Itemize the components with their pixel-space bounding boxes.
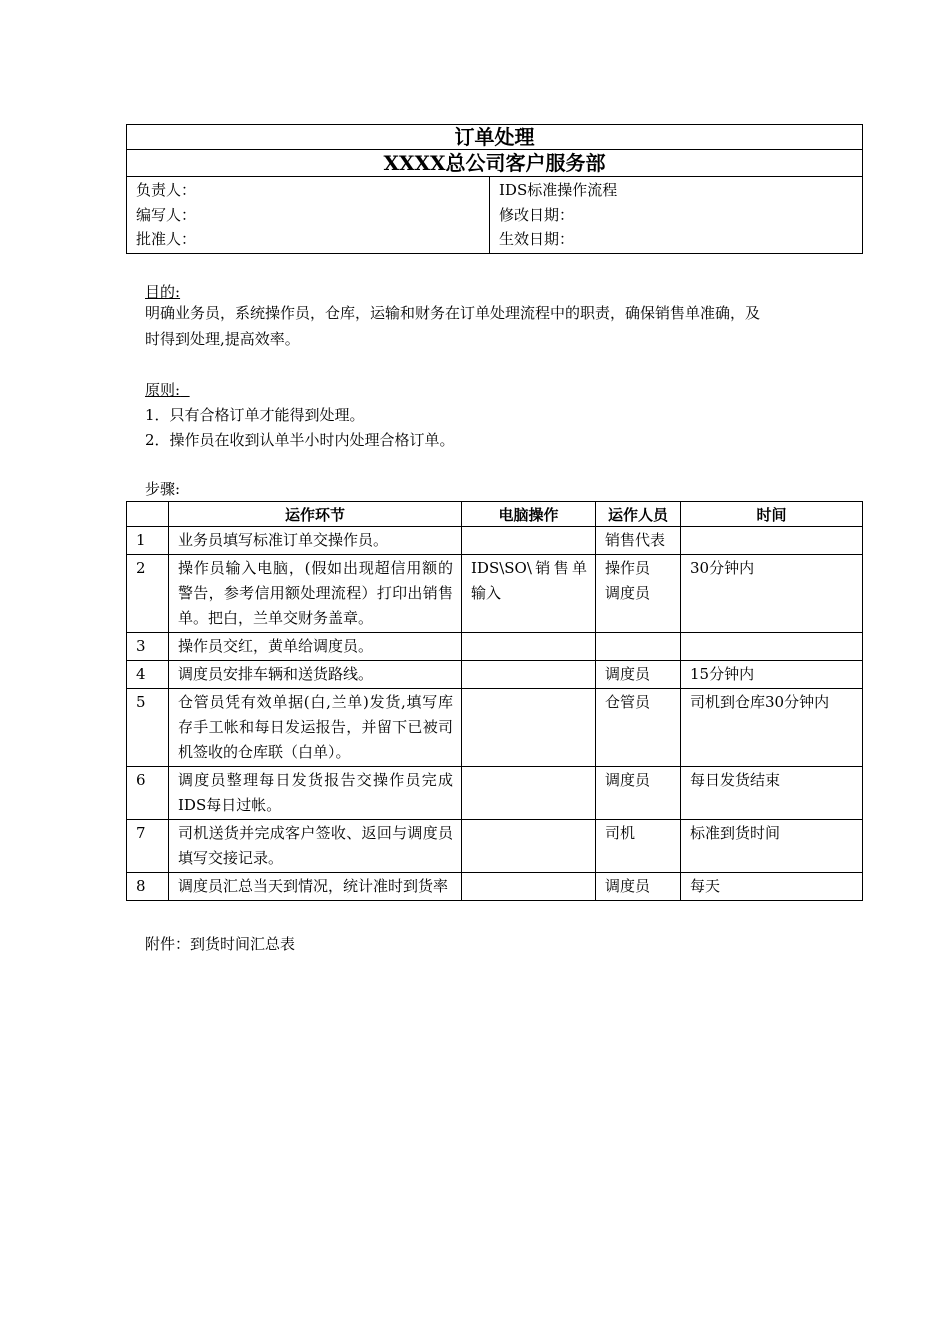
step-number: 2 bbox=[127, 555, 169, 633]
steps-table bbox=[126, 501, 863, 901]
step-description: 操作员输入电脑，(假如出现超信用额的警告，参考信用额处理流程）打印出销售单。把白，兰单交财务盖章。 bbox=[169, 555, 462, 633]
column-header-staff: 运作人员 bbox=[596, 502, 681, 527]
step-description: 仓管员凭有效单据(白,兰单)发货,填写库存手工帐和每日发运报告，并留下已被司机签收的仓库联（白单）。 bbox=[169, 689, 462, 767]
step-staff: 调度员 bbox=[596, 873, 681, 901]
table-row bbox=[127, 873, 863, 901]
purpose-label: 目的: bbox=[145, 283, 181, 301]
procedure-type-label: IDS标准操作流程 bbox=[499, 181, 618, 199]
table-row bbox=[127, 555, 863, 633]
step-number: 1 bbox=[127, 527, 169, 555]
table-row bbox=[127, 767, 863, 820]
column-header-computer-operation: 电脑操作 bbox=[462, 502, 596, 527]
step-description: 业务员填写标准订单交操作员。 bbox=[169, 527, 462, 555]
step-staff: 调度员 bbox=[596, 661, 681, 689]
principles-label-text: 原则: bbox=[145, 381, 181, 399]
step-computer-operation bbox=[462, 527, 596, 555]
document-title: 订单处理 bbox=[127, 125, 863, 150]
step-time: 标准到货时间 bbox=[681, 820, 863, 873]
column-header-time: 时间 bbox=[681, 502, 863, 527]
step-number: 4 bbox=[127, 661, 169, 689]
step-description: 操作员交红，黄单给调度员。 bbox=[169, 633, 462, 661]
purpose-text bbox=[145, 300, 825, 352]
step-time bbox=[681, 527, 863, 555]
step-computer-operation bbox=[462, 661, 596, 689]
step-staff: 司机 bbox=[596, 820, 681, 873]
step-description: 调度员汇总当天到情况，统计准时到货率 bbox=[169, 873, 462, 901]
attachment-note: 附件：到货时间汇总表 bbox=[145, 935, 296, 953]
principle-item-2: 2．操作员在收到认单半小时内处理合格订单。 bbox=[145, 431, 455, 449]
column-header-number bbox=[127, 502, 169, 527]
column-header-operation-step: 运作环节 bbox=[169, 502, 462, 527]
table-row bbox=[127, 820, 863, 873]
effective-date-label: 生效日期： bbox=[499, 230, 575, 248]
header-table bbox=[126, 124, 863, 254]
purpose-text-line: 时得到处理,提高效率。 bbox=[145, 330, 300, 348]
author-label: 编写人： bbox=[136, 205, 197, 224]
step-number: 7 bbox=[127, 820, 169, 873]
department-name: XXXX总公司客户服务部 bbox=[127, 150, 863, 177]
step-computer-operation bbox=[462, 767, 596, 820]
step-time: 司机到仓库30分钟内 bbox=[681, 689, 863, 767]
steps-header-row bbox=[127, 502, 863, 527]
responsible-person-label: 负责人： bbox=[136, 181, 197, 199]
step-time: 每日发货结束 bbox=[681, 767, 863, 820]
step-staff: 调度员 bbox=[596, 767, 681, 820]
step-computer-operation bbox=[462, 873, 596, 901]
step-number: 8 bbox=[127, 873, 169, 901]
step-staff: 操作员 调度员 bbox=[596, 555, 681, 633]
step-staff bbox=[596, 633, 681, 661]
principles-label bbox=[145, 380, 190, 400]
table-row bbox=[127, 633, 863, 661]
header-right-fields bbox=[490, 177, 863, 254]
steps-label: 步骤: bbox=[145, 480, 181, 498]
step-number: 3 bbox=[127, 633, 169, 661]
table-row bbox=[127, 661, 863, 689]
purpose-text-line: 明确业务员，系统操作员，仓库，运输和财务在订单处理流程中的职责，确保销售单准确，及 bbox=[145, 304, 761, 322]
approver-label: 批准人： bbox=[136, 230, 197, 248]
step-description: 司机送货并完成客户签收、返回与调度员填写交接记录。 bbox=[169, 820, 462, 873]
step-computer-operation bbox=[462, 689, 596, 767]
table-row bbox=[127, 527, 863, 555]
step-time: 30分钟内 bbox=[681, 555, 863, 633]
revision-date-label: 修改日期： bbox=[499, 205, 575, 224]
step-description: 调度员安排车辆和送货路线。 bbox=[169, 661, 462, 689]
step-computer-operation bbox=[462, 820, 596, 873]
step-staff: 仓管员 bbox=[596, 689, 681, 767]
step-number: 5 bbox=[127, 689, 169, 767]
step-computer-operation: IDS\SO\销售单输入 bbox=[462, 555, 596, 633]
step-computer-operation bbox=[462, 633, 596, 661]
step-time: 15分钟内 bbox=[681, 661, 863, 689]
principle-item-1: 1．只有合格订单才能得到处理。 bbox=[145, 406, 365, 424]
step-time bbox=[681, 633, 863, 661]
step-number: 6 bbox=[127, 767, 169, 820]
step-description: 调度员整理每日发货报告交操作员完成IDS每日过帐。 bbox=[169, 767, 462, 820]
table-row bbox=[127, 689, 863, 767]
step-staff: 销售代表 bbox=[596, 527, 681, 555]
step-time: 每天 bbox=[681, 873, 863, 901]
header-left-fields bbox=[127, 177, 490, 254]
